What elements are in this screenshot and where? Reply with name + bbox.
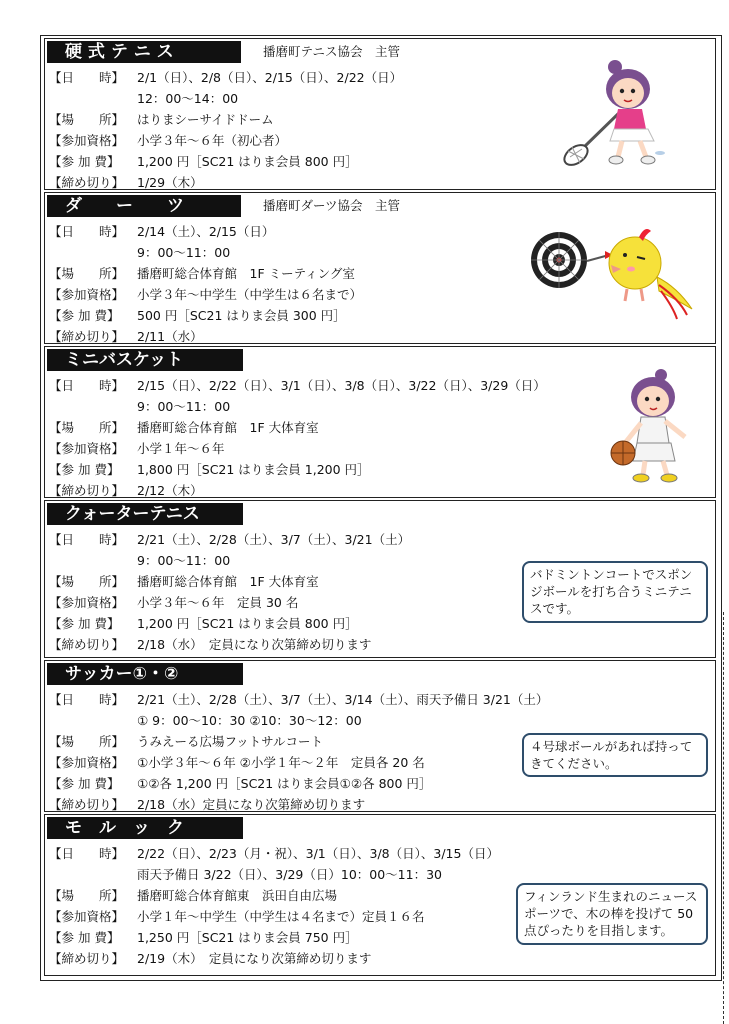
detail-value: 2/18（水） 定員になり次第締め切ります [137, 637, 372, 652]
detail-label: 【場 所】 [49, 888, 125, 903]
detail-label: 【締め切り】 [49, 175, 125, 190]
event-darts [44, 192, 716, 344]
detail-value: はりまシーサイドドーム [137, 112, 274, 127]
detail-label: 【参加資格】 [49, 441, 125, 456]
detail-label: 【参 加 費】 [49, 308, 120, 323]
detail-row [49, 948, 715, 969]
detail-label: 【日 時】 [49, 224, 125, 239]
detail-value: 播磨町総合体育館 1F 大体育室 [137, 420, 319, 435]
event-note: ４号球ボールがあれば持ってきてください。 [522, 733, 708, 777]
detail-label: 【締め切り】 [49, 637, 125, 652]
detail-label: 【参加資格】 [49, 287, 125, 302]
detail-label: 【参 加 費】 [49, 776, 120, 791]
detail-row [49, 326, 715, 347]
detail-row [49, 689, 715, 710]
detail-value: 2/21（土）、2/28（土）、3/7（土）、3/14（土）、雨天予備日 3/21（土） [137, 692, 549, 707]
detail-row [49, 864, 715, 885]
event-title: クォーターテニス [47, 503, 243, 525]
detail-value: 2/11（水） [137, 329, 203, 344]
detail-value: ① 9：00〜10：30 ②10：30〜12：00 [137, 713, 362, 728]
detail-value: 9：00〜11：00 [137, 399, 231, 414]
event-soccer [44, 660, 716, 812]
detail-value: 1/29（木） [137, 175, 203, 190]
detail-value: 小学３年〜中学生（中学生は６名まで） [137, 287, 363, 302]
detail-label: 【場 所】 [49, 574, 125, 589]
detail-value: うみえーる広場フットサルコート [137, 734, 324, 749]
event-organizer: 播磨町ダーツ協会 主管 [263, 198, 401, 213]
detail-label: 【日 時】 [49, 532, 125, 547]
detail-value: 播磨町総合体育館 1F 大体育室 [137, 574, 319, 589]
event-title: ダ ー ツ [47, 195, 241, 217]
basketball-girl-illustration [605, 367, 705, 485]
detail-label: 【締め切り】 [49, 329, 125, 344]
cut-line [723, 612, 724, 1024]
detail-value: 12：00〜14：00 [137, 91, 239, 106]
detail-value: 1,200 円［SC21 はりま会員 800 円］ [137, 616, 358, 631]
detail-label: 【参 加 費】 [49, 154, 120, 169]
detail-row [49, 172, 715, 193]
detail-value: ①小学３年〜６年 ②小学１年〜２年 定員各 20 名 [137, 755, 425, 770]
event-quarter-tennis [44, 500, 716, 658]
detail-label: 【参加資格】 [49, 909, 125, 924]
detail-value: 播磨町総合体育館 1F ミーティング室 [137, 266, 355, 281]
event-title: 硬 式 テ ニ ス [47, 41, 241, 63]
detail-value: 2/19（木） 定員になり次第締め切ります [137, 951, 372, 966]
detail-label: 【日 時】 [49, 846, 125, 861]
detail-label: 【参加資格】 [49, 755, 125, 770]
detail-label: 【日 時】 [49, 378, 125, 393]
event-title: モ ル ッ ク [47, 817, 243, 839]
detail-label: 【締め切り】 [49, 951, 125, 966]
detail-value: 2/14（土）、2/15（日） [137, 224, 275, 239]
detail-value: 2/12（木） [137, 483, 203, 498]
detail-label: 【締め切り】 [49, 797, 125, 812]
detail-label: 【締め切り】 [49, 483, 125, 498]
detail-label: 【参加資格】 [49, 595, 125, 610]
tennis-girl-illustration [560, 57, 680, 172]
detail-label: 【場 所】 [49, 420, 125, 435]
detail-label: 【場 所】 [49, 734, 125, 749]
detail-label: 【参 加 費】 [49, 462, 120, 477]
detail-row [49, 843, 715, 864]
darts-bird-illustration [527, 225, 697, 325]
detail-value: 2/15（日）、2/22（日）、3/1（日）、3/8（日）、3/22（日）、3/29（日） [137, 378, 546, 393]
event-organizer: 播磨町テニス協会 主管 [263, 44, 401, 59]
detail-value: 1,200 円［SC21 はりま会員 800 円］ [137, 154, 358, 169]
detail-label: 【日 時】 [49, 70, 125, 85]
event-note: バドミントンコートでスポンジボールを打ち合うミニテニスです。 [522, 561, 708, 623]
detail-label: 【日 時】 [49, 692, 125, 707]
event-molkky [44, 814, 716, 976]
detail-value: 雨天予備日 3/22（日）、3/29（日）10：00〜11：30 [137, 867, 442, 882]
detail-row [49, 529, 715, 550]
event-note: フィンランド生まれのニュースポーツで、木の棒を投げて 50 点ぴったりを目指します。 [516, 883, 708, 945]
detail-label: 【場 所】 [49, 266, 125, 281]
detail-value: 小学１年〜中学生（中学生は４名まで）定員１６名 [137, 909, 425, 924]
detail-value: 2/1（日）、2/8（日）、2/15（日）、2/22（日） [137, 70, 403, 85]
detail-value: 9：00〜11：00 [137, 245, 231, 260]
event-title: サッカー①・② [47, 663, 243, 685]
event-hard-tennis [44, 38, 716, 190]
detail-value: 小学３年〜６年（初心者） [137, 133, 288, 148]
detail-label: 【参 加 費】 [49, 930, 120, 945]
detail-value: 小学３年〜６年 定員 30 名 [137, 595, 299, 610]
detail-label: 【参 加 費】 [49, 616, 120, 631]
detail-label: 【参加資格】 [49, 133, 125, 148]
event-list [40, 35, 722, 981]
detail-value: 1,800 円［SC21 はりま会員 1,200 円］ [137, 462, 370, 477]
detail-row [49, 710, 715, 731]
detail-value: 2/22（日）、2/23（月・祝）、3/1（日）、3/8（日）、3/15（日） [137, 846, 499, 861]
detail-row [49, 634, 715, 655]
event-title: ミニバスケット [47, 349, 243, 371]
detail-label: 【場 所】 [49, 112, 125, 127]
detail-value: 9：00〜11：00 [137, 553, 231, 568]
detail-value: 2/21（土）、2/28（土）、3/7（土）、3/21（土） [137, 532, 411, 547]
detail-value: 1,250 円［SC21 はりま会員 750 円］ [137, 930, 358, 945]
detail-value: 小学１年〜６年 [137, 441, 225, 456]
detail-row [49, 794, 715, 815]
event-mini-basketball [44, 346, 716, 498]
detail-value: 500 円［SC21 はりま会員 300 円］ [137, 308, 346, 323]
detail-value: 2/18（水）定員になり次第締め切ります [137, 797, 366, 812]
detail-value: ①②各 1,200 円［SC21 はりま会員①②各 800 円］ [137, 776, 432, 791]
detail-value: 播磨町総合体育館東 浜田自由広場 [137, 888, 338, 903]
